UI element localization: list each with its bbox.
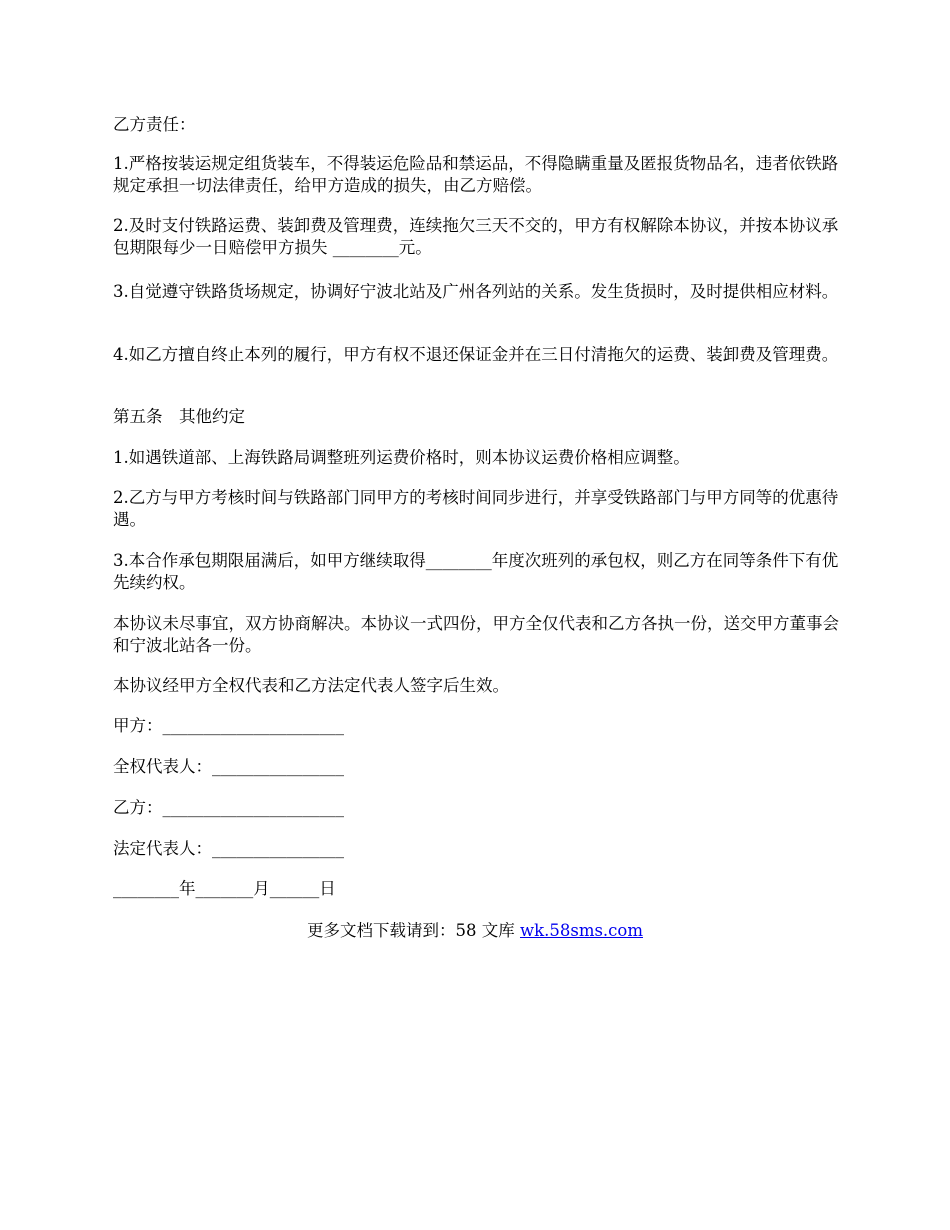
paragraph-clause-b3: 3.自觉遵守铁路货场规定，协调好宁波北站及广州各列站的关系。发生货损时，及时提供相应材料。 bbox=[113, 282, 839, 301]
signature-party-a: 甲方：______________________ bbox=[113, 716, 344, 735]
paragraph-other-2: 2.乙方与甲方考核时间与铁路部门同甲方的考核时间同步进行，并享受铁路部门与甲方同等的优惠待遇。 bbox=[113, 488, 839, 529]
download-footer bbox=[0, 920, 950, 942]
signature-party-b: 乙方：______________________ bbox=[113, 798, 344, 817]
signature-date: ________年_______月______日 bbox=[113, 879, 336, 898]
paragraph-clause-b2: 2.及时支付铁路运费、装卸费及管理费，连续拖欠三天不交的，甲方有权解除本协议，并按本协议承包期限每少一日赔偿甲方损失 ________元。 bbox=[113, 216, 839, 257]
paragraph-other-3: 3.本合作承包期限届满后，如甲方继续取得________年度次班列的承包权，则乙方在同等条件下有优先续约权。 bbox=[113, 551, 839, 592]
paragraph-other-1: 1.如遇铁道部、上海铁路局调整班列运费价格时，则本协议运费价格相应调整。 bbox=[113, 448, 690, 467]
paragraph-clause-b1: 1.严格按装运规定组货装车，不得装运危险品和禁运品，不得隐瞒重量及匿报货物品名，违者依铁路规定承担一切法律责任，给甲方造成的损失，由乙方赔偿。 bbox=[113, 154, 839, 195]
footer-link[interactable]: wk.58sms.com bbox=[519, 921, 643, 940]
paragraph-effectiveness: 本协议经甲方全权代表和乙方法定代表人签字后生效。 bbox=[113, 676, 509, 695]
signature-legal-representative: 法定代表人：________________ bbox=[113, 839, 344, 858]
paragraph-unresolved-matters: 本协议未尽事宜，双方协商解决。本协议一式四份，甲方全仅代表和乙方各执一份，送交甲方董事会和宁波北站各一份。 bbox=[113, 614, 839, 655]
signature-authorized-representative: 全权代表人：________________ bbox=[113, 757, 344, 776]
footer-text: 更多文档下载请到：58 文库 bbox=[306, 921, 520, 940]
paragraph-article-five-heading: 第五条 其他约定 bbox=[113, 407, 245, 426]
paragraph-party-b-responsibilities-heading: 乙方责任： bbox=[113, 115, 196, 134]
paragraph-clause-b4: 4.如乙方擅自终止本列的履行，甲方有权不退还保证金并在三日付清拖欠的运费、装卸费及管理费。 bbox=[113, 345, 839, 364]
